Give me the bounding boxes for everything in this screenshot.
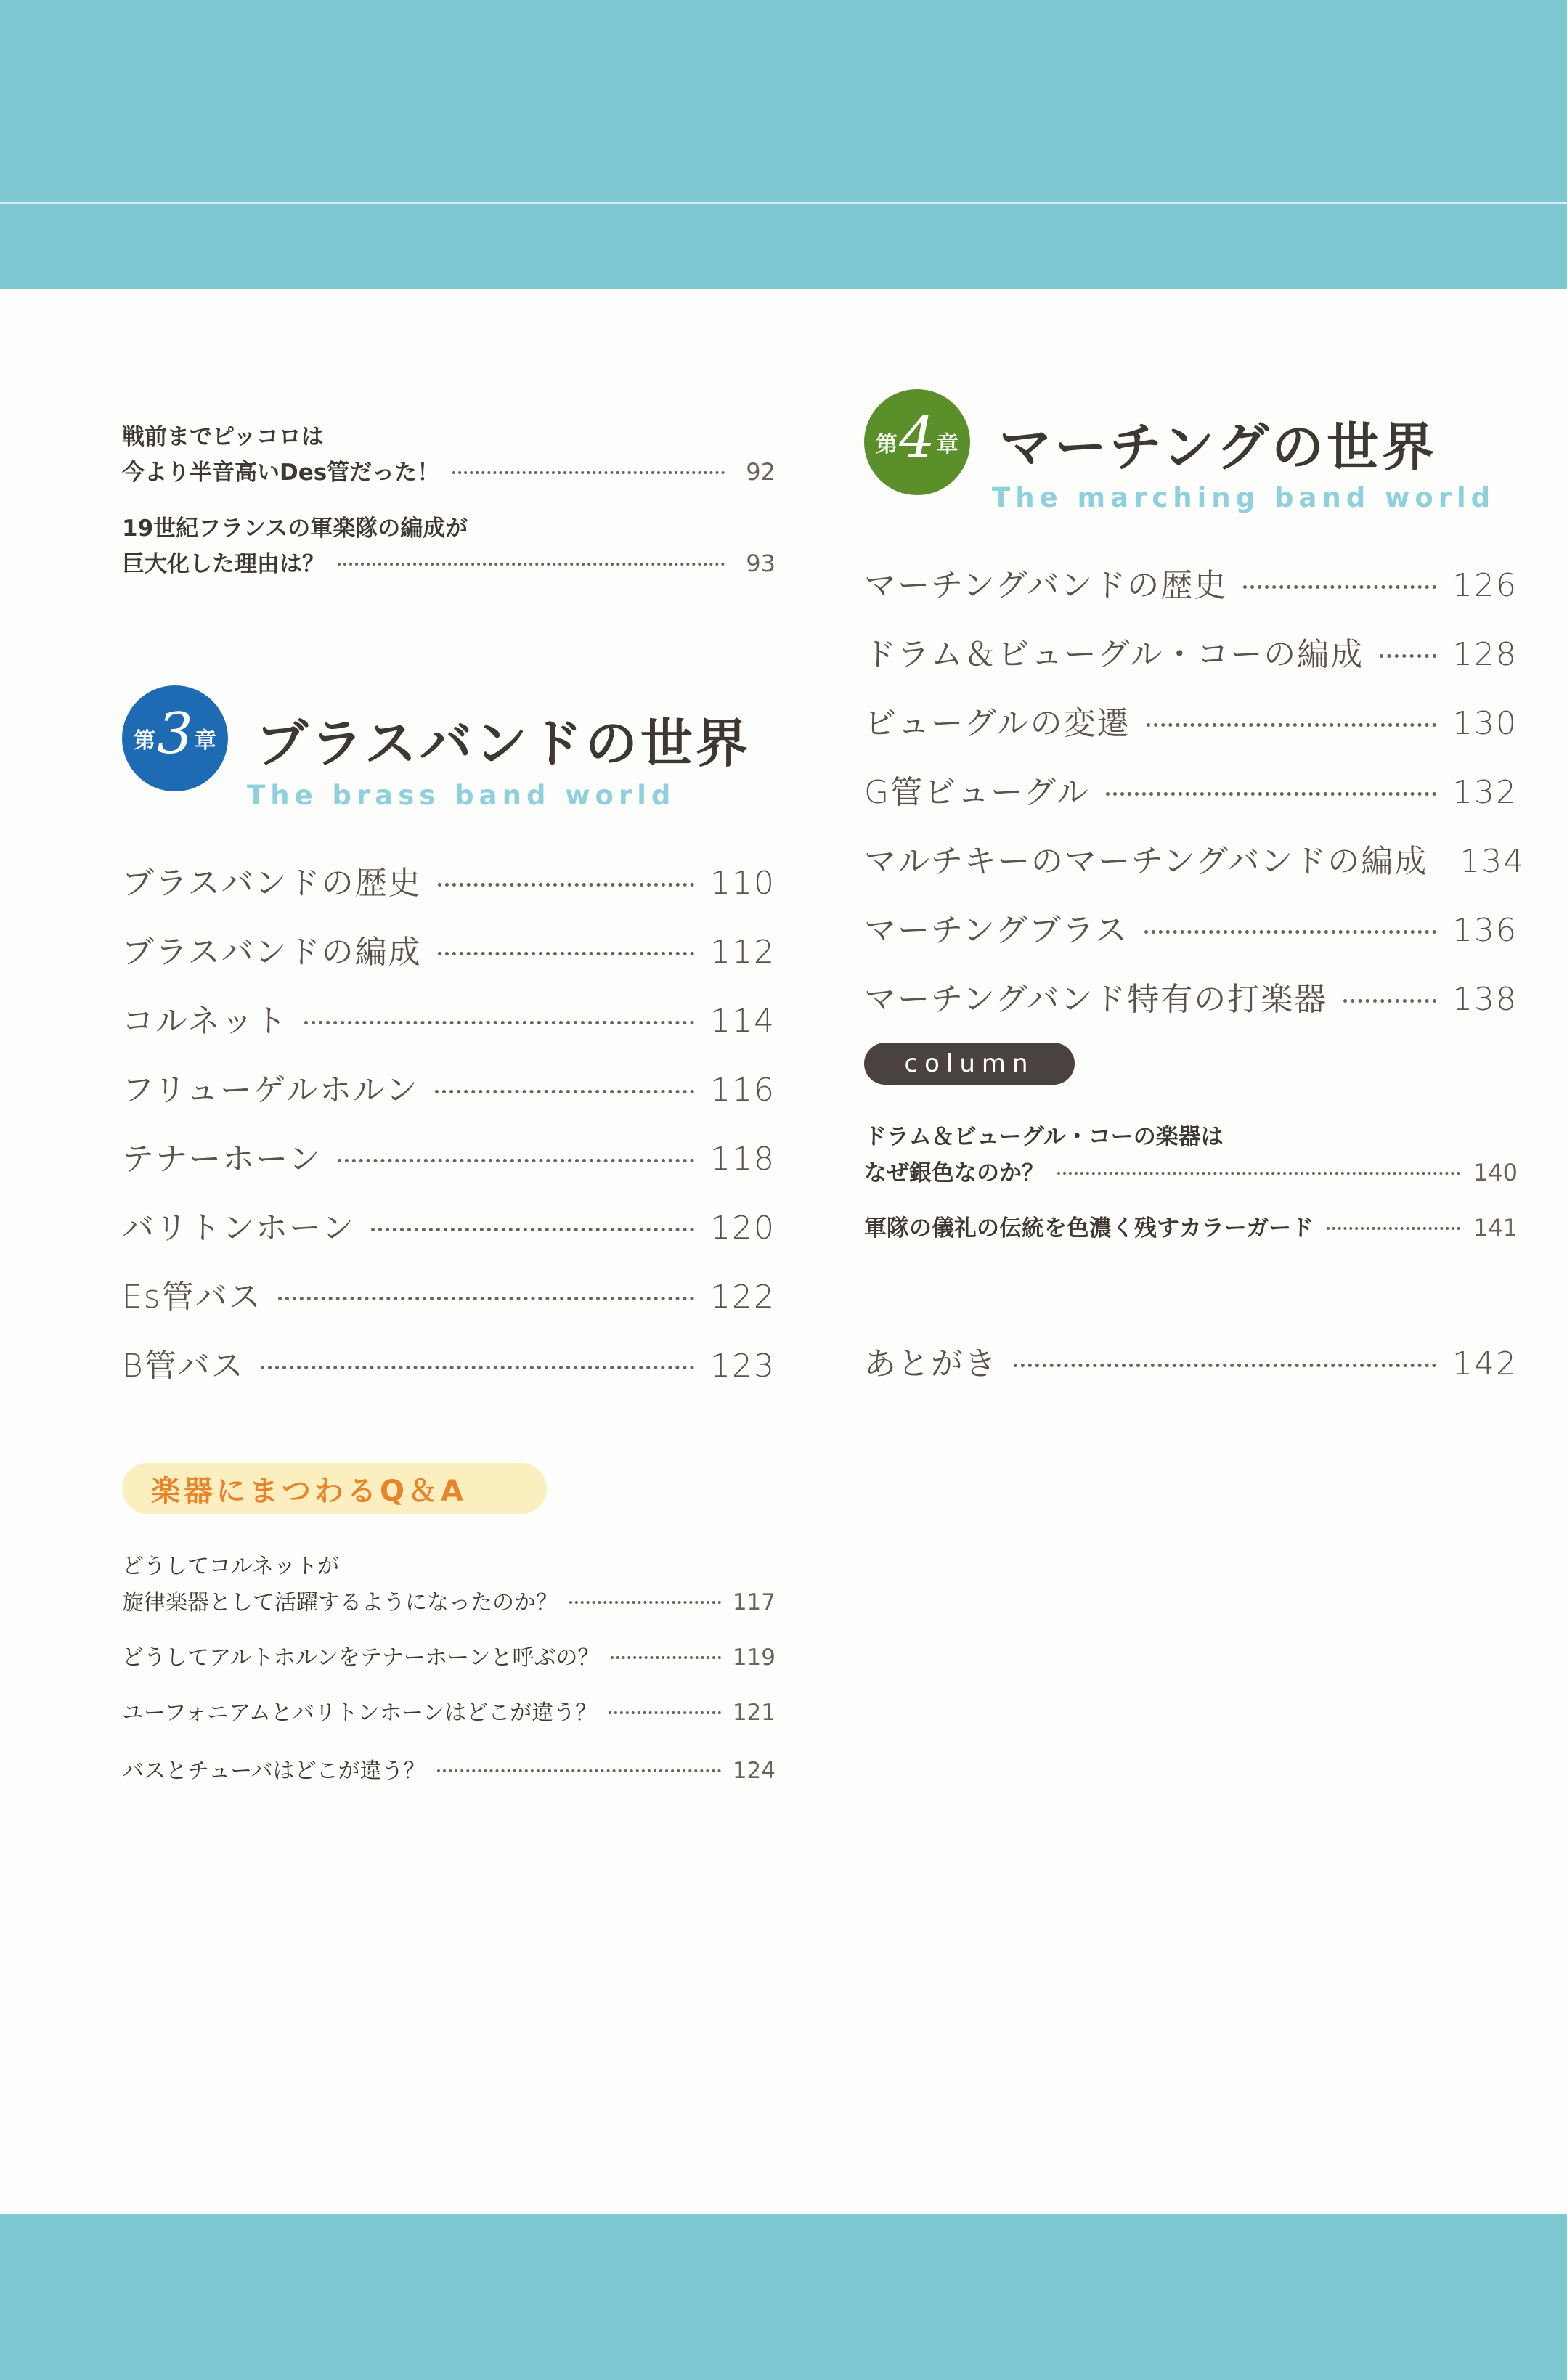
toc-entry[interactable] [122,926,776,972]
qa-item-title: どうしてアルトホルンをテナーホーンと呼ぶの？ [122,1645,600,1671]
page-number: 110 [710,865,776,902]
column-item-title: なぜ銀色なのか？ [864,1160,1044,1186]
page-number: 136 [1452,912,1518,949]
toc-entry[interactable] [864,835,1526,881]
top-item-1-line1: 戦前までピッコロは [122,424,324,450]
toc-entry[interactable] [122,857,776,903]
qa-item[interactable] [122,1584,776,1616]
page-number: 93 [746,550,776,577]
leader-dots [611,1656,720,1659]
qa-item[interactable] [122,1639,776,1671]
page-number: 141 [1473,1214,1518,1242]
leader-dots [304,1021,694,1024]
qa-item-title: バスとチューバはどこが違う？ [122,1758,426,1784]
leader-dots [371,1228,694,1231]
bottom-color-band [0,2214,1567,2380]
leader-dots [569,1601,721,1604]
chapter4-title: マーチングの世界 [999,417,1437,478]
chapter3-title: ブラスバンドの世界 [256,713,751,774]
leader-dots [1147,723,1436,727]
leader-dots [1144,930,1436,934]
qa-item[interactable] [122,1695,776,1727]
leader-dots [452,471,725,474]
entry-title: コルネット [122,1003,288,1040]
column-item[interactable] [864,1210,1518,1242]
toc-entry[interactable] [122,1064,776,1110]
page-number: 117 [732,1589,776,1615]
entry-title: G管ビューグル [864,774,1090,811]
toc-entry[interactable] [122,1133,776,1179]
chapter-number: 4 [899,405,935,470]
column-section-label: column [864,1043,1075,1085]
badge-prefix: 第 [876,432,898,457]
page-number: 121 [732,1700,776,1726]
page-number: 114 [710,1003,776,1040]
qa-item-title: ユーフォニアムとバリトンホーンはどこが違う？ [122,1700,598,1726]
toc-entry[interactable] [122,995,776,1041]
badge-suffix: 章 [194,728,216,754]
leader-dots [609,1711,721,1714]
toc-entry[interactable] [864,697,1518,743]
qa-item-1-line1: どうしてコルネットが [122,1554,340,1579]
badge-suffix: 章 [936,432,958,457]
toc-entry[interactable] [864,904,1518,950]
page-number: 128 [1452,636,1518,673]
afterword-title: あとがき [864,1345,998,1382]
chapter3-badge [122,685,228,791]
chapter-number: 3 [157,701,193,767]
qa-section-label: 楽器にまつわるQ＆A [122,1463,547,1514]
page-number: 123 [710,1348,776,1385]
entry-title: ドラム＆ビューグル・コーの編成 [864,636,1364,673]
chapter4-subtitle: The marching band world [992,482,1496,513]
entry-title: B管バス [122,1348,245,1385]
toc-entry[interactable] [864,559,1518,606]
page-number: 138 [1452,981,1518,1018]
chapter4-badge [864,389,970,495]
column-item[interactable] [864,1154,1518,1187]
entry-title: マルチキーのマーチングバンドの編成 [864,843,1428,880]
qa-item-title: 旋律楽器として活躍するようになったのか？ [122,1590,558,1615]
leader-dots [437,1769,721,1772]
entry-title: バリトンホーン [122,1210,356,1247]
top-item-1[interactable] [122,454,776,486]
qa-item[interactable] [122,1753,776,1785]
top-item-2[interactable] [122,545,776,578]
page-number: 130 [1452,705,1518,742]
entry-title: テナーホーン [122,1141,322,1178]
toc-entry[interactable] [864,973,1518,1019]
entry-title: マーチングバンド特有の打楽器 [864,981,1328,1018]
page-number: 122 [710,1279,776,1316]
entry-title: ブラスバンドの編成 [122,934,422,971]
entry-title: Es管バス [122,1279,262,1316]
page-number: 124 [732,1758,776,1784]
column-item-1-line1: ドラム＆ビューグル・コーの楽器は [864,1124,1224,1150]
entry-title: マーチングブラス [864,912,1128,949]
leader-dots [1057,1172,1460,1175]
leader-dots [338,563,725,566]
page-number: 119 [732,1645,776,1671]
toc-entry[interactable] [122,1271,776,1317]
leader-dots [438,952,694,955]
toc-entry[interactable] [122,1202,776,1248]
entry-title: ビューグルの変遷 [864,705,1131,742]
entry-title: フリューゲルホルン [122,1072,419,1109]
top-item-1-title: 今より半音高いDes管だった！ [122,460,440,486]
page-number: 126 [1452,567,1518,604]
leader-dots [1106,792,1436,796]
leader-dots [1380,654,1436,658]
leader-dots [1243,585,1436,589]
entry-title: ブラスバンドの歴史 [122,865,422,902]
badge-prefix: 第 [134,728,156,754]
top-band-highlight-line [0,202,1567,204]
top-item-2-title: 巨大化した理由は？ [122,551,325,577]
leader-dots [1327,1227,1460,1230]
entry-title: マーチングバンドの歴史 [864,567,1228,604]
page-number: 92 [746,458,776,486]
page-number: 140 [1473,1159,1518,1186]
leader-dots [1014,1364,1436,1367]
page-number: 120 [710,1210,776,1247]
column-item-title: 軍隊の儀礼の伝統を色濃く残すカラーガード [864,1215,1314,1242]
page-number: 118 [710,1141,776,1178]
afterword-entry[interactable] [864,1337,1518,1384]
toc-entry[interactable] [864,766,1518,812]
leader-dots [435,1090,694,1093]
chapter3-subtitle: The brass band world [247,780,676,811]
toc-entry[interactable] [122,1340,776,1386]
leader-dots [261,1366,694,1369]
page-number: 134 [1460,843,1526,880]
page-number: 132 [1452,774,1518,811]
top-item-2-line1: 19世紀フランスの軍楽隊の編成が [122,515,468,542]
leader-dots [1343,999,1436,1003]
leader-dots [278,1297,694,1300]
page-number: 116 [710,1072,776,1109]
page-number: 112 [710,934,776,971]
leader-dots [438,883,694,887]
toc-entry[interactable] [864,628,1518,675]
leader-dots [338,1159,694,1162]
page-number: 142 [1452,1345,1518,1382]
top-color-band [0,0,1567,289]
